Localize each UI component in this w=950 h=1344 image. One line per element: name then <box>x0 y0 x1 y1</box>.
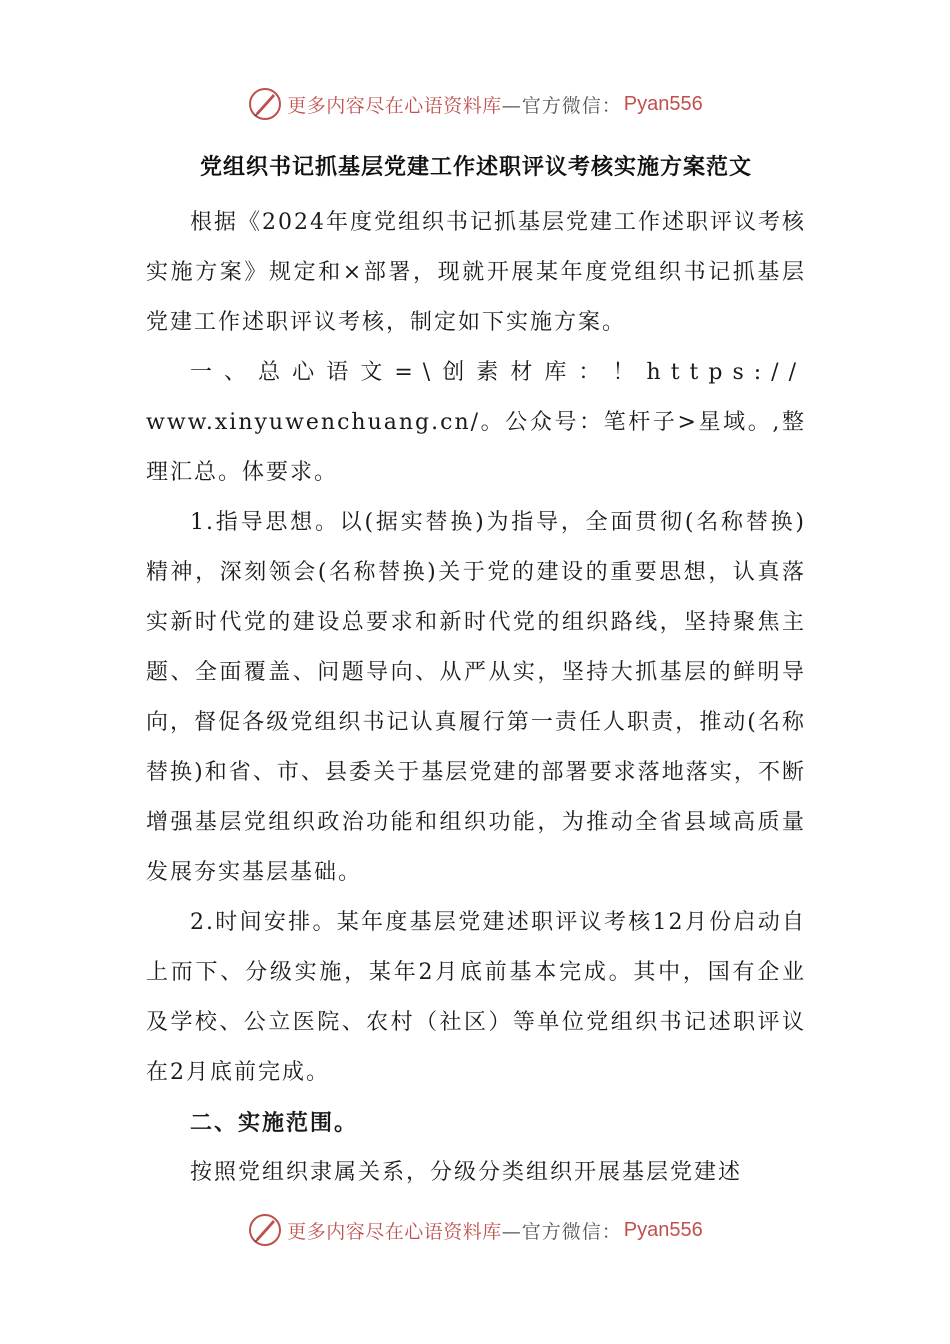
footer-banner <box>0 1210 950 1250</box>
paragraph-section-1-heading: 一、总心语文=\创素材库：！https:// <box>190 360 806 385</box>
banner-main-text: 更多内容尽在心语资料库 <box>287 1220 502 1243</box>
banner-separator-text: —官方微信： <box>501 1220 622 1243</box>
banner-main-text: 更多内容尽在心语资料库 <box>287 94 502 117</box>
section-2-heading: 二、实施范围。 <box>190 1110 359 1136</box>
quill-logo-icon <box>247 1212 283 1248</box>
paragraph-section-1-heading-cont: www.xinyuwenchuang.cn/。公众号：笔杆子>星域。,整理汇总。体要求。 <box>146 410 806 485</box>
banner-separator-text: —官方微信： <box>501 94 622 117</box>
header-banner <box>0 84 950 124</box>
paragraph-schedule: 2.时间安排。某年度基层党建述职评议考核12月份启动自上而下、分级实施，某年2月底前基本完成。其中，国有企业及学校、公立医院、农村（社区）等单位党组织书记述职评议在2月底前完成。 <box>146 910 806 1085</box>
banner-wechat-id: Pyan556 <box>623 1218 703 1241</box>
paragraph-guiding-thought: 1.指导思想。以(据实替换)为指导，全面贯彻(名称替换)精神，深刻领会(名称替换)关于党的建设的重要思想，认真落实新时代党的建设总要求和新时代党的组织路线，坚持聚焦主题、全面覆盖、问题导向、从严从实，坚持大抓基层的鲜明导向，督促各级党组织书记认真履行第一责任人职责，推动(名称替换)和省、市、县委关于基层党建的部署要求落地落实，不断增强基层党组织政治功能和组织功能，为推动全省县域高质量发展夯实基层基础。 <box>146 510 806 885</box>
quill-logo-icon <box>247 86 283 122</box>
banner-wechat-id: Pyan556 <box>623 92 703 115</box>
paragraph-intro: 根据《2024年度党组织书记抓基层党建工作述职评议考核实施方案》规定和×部署，现就开展某年度党组织书记抓基层党建工作述职评议考核，制定如下实施方案。 <box>146 210 806 335</box>
document-body <box>146 150 806 1198</box>
page-title: 党组织书记抓基层党建工作述职评议考核实施方案范文 <box>199 154 752 180</box>
paragraph-scope: 按照党组织隶属关系，分级分类组织开展基层党建述 <box>190 1160 743 1185</box>
